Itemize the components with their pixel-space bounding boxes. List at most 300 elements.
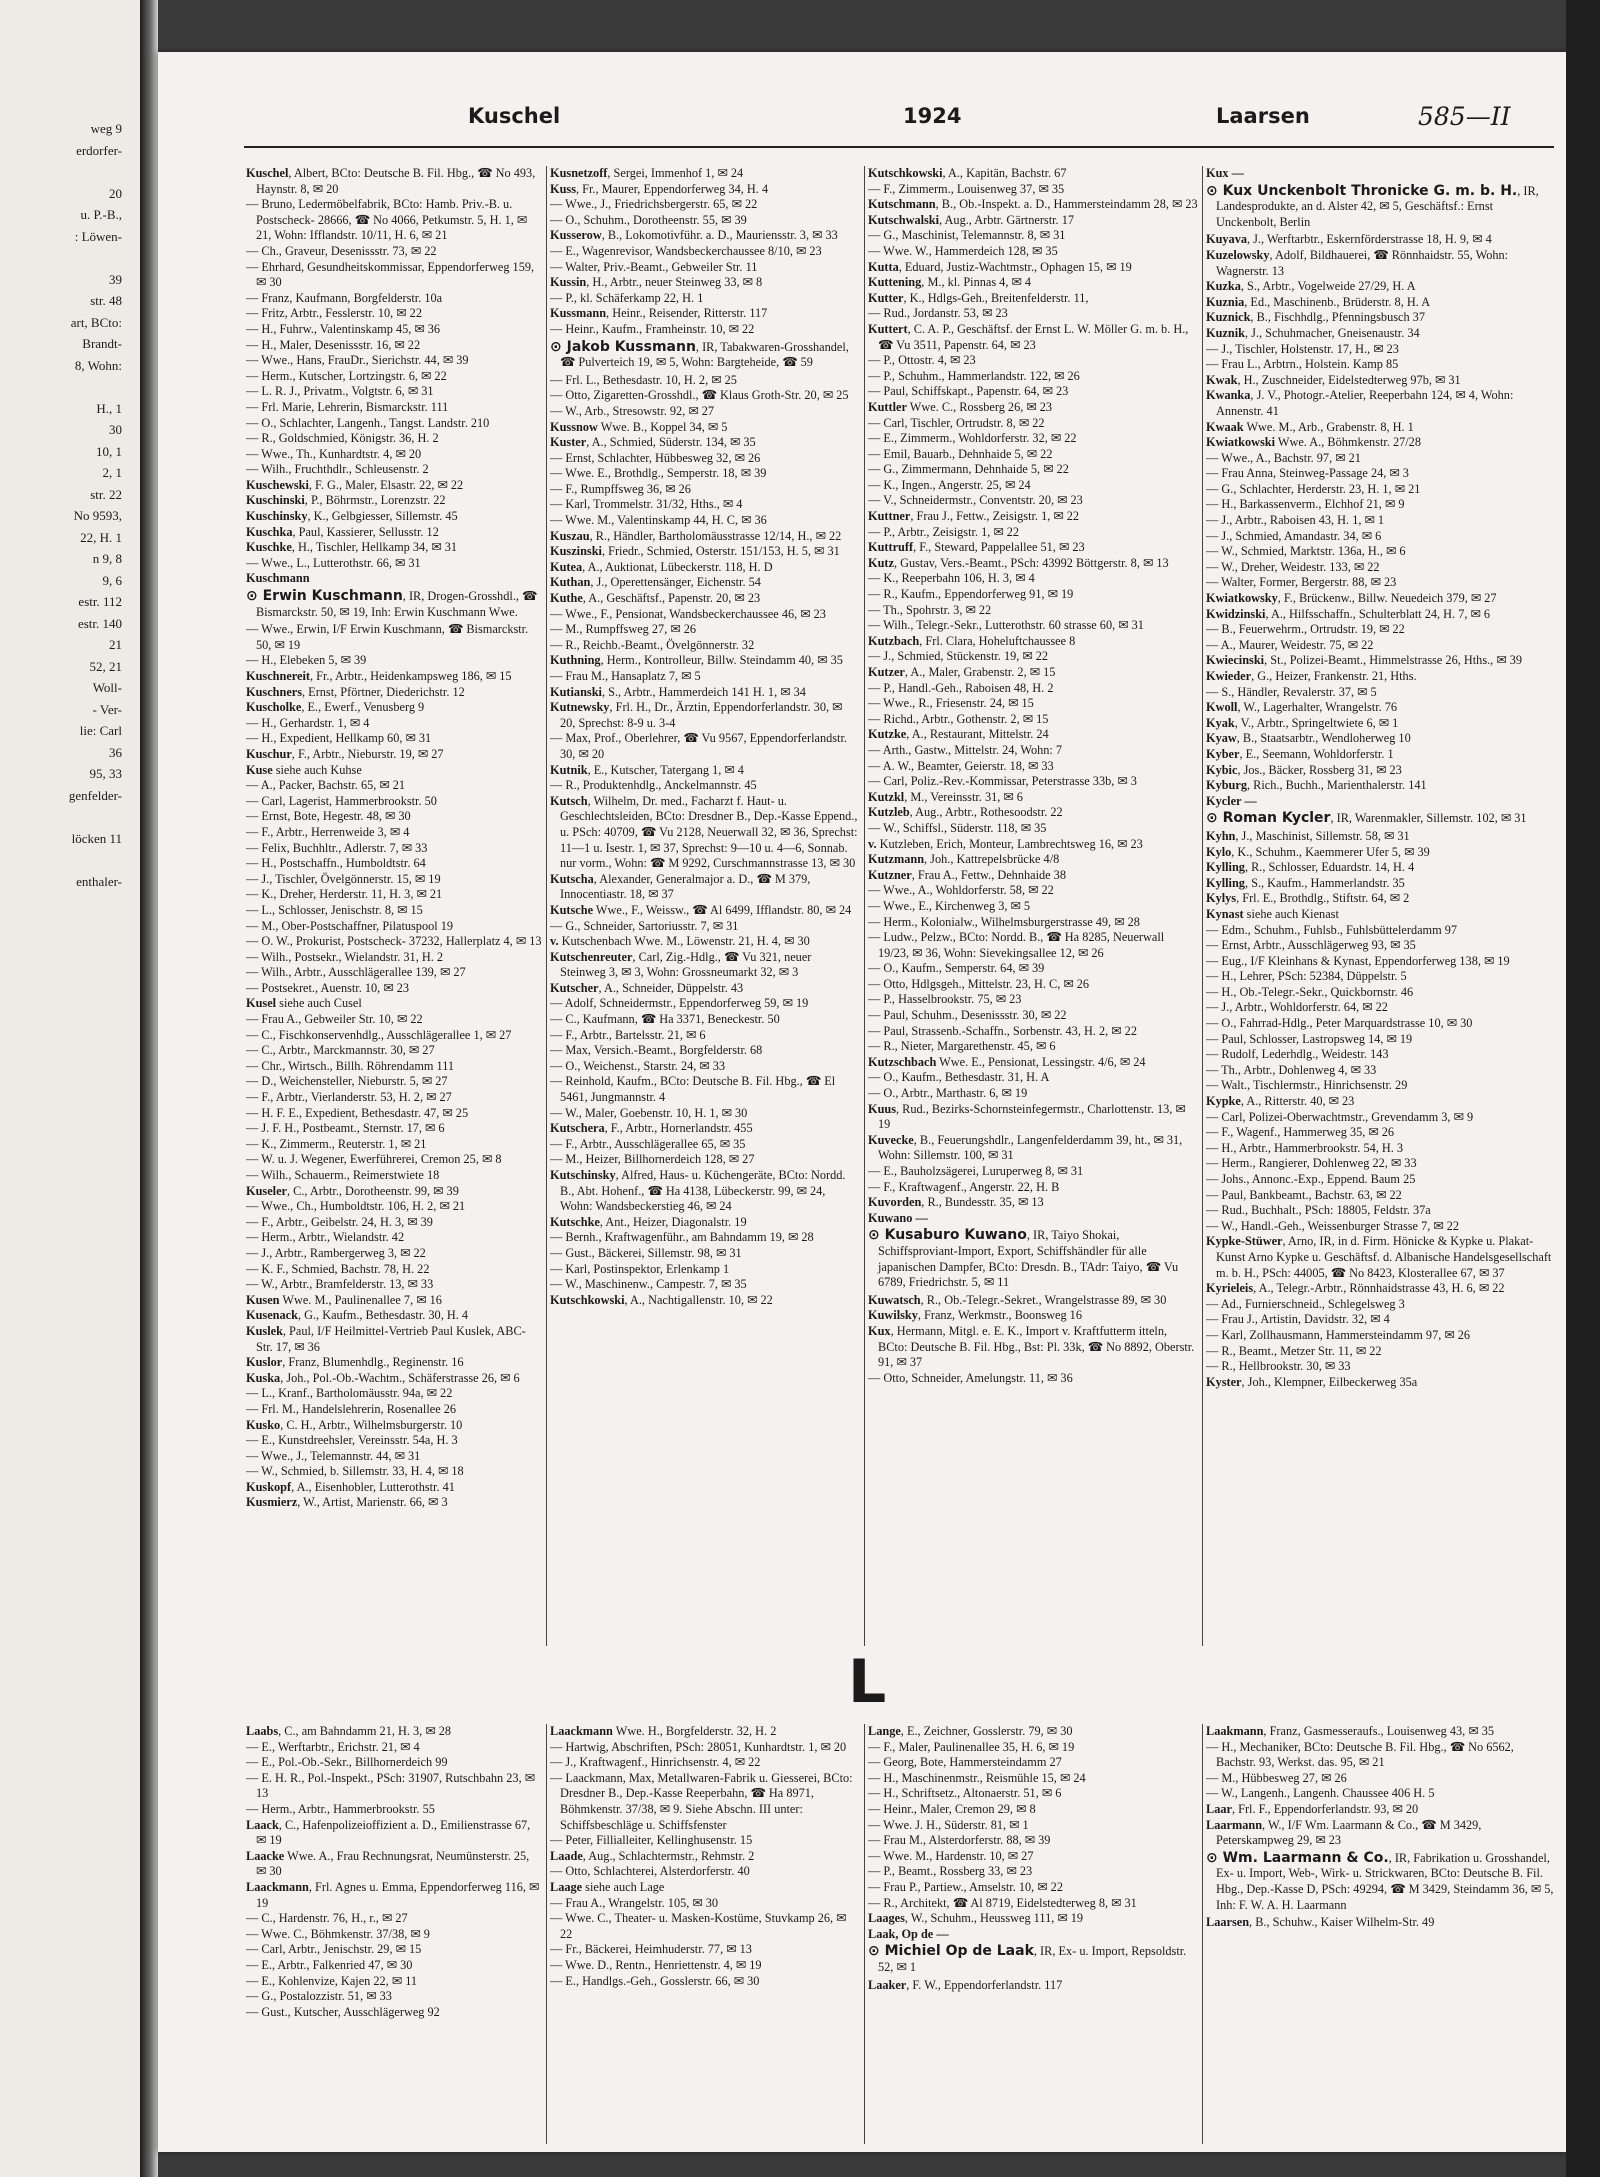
previous-page-line: 20: [109, 185, 122, 201]
directory-entry: — W. u. J. Wegener, Ewerführerei, Cremon 25, ✉ 8: [246, 1152, 502, 1167]
header-rule: [244, 146, 1554, 148]
directory-entry: — Chr., Wirtsch., Billh. Röhrendamm 111: [246, 1058, 455, 1073]
directory-entry: — Heinr., Maler, Cremon 29, ✉ 8: [868, 1801, 1036, 1816]
directory-entry: — Frau M., Alsterdorferstr. 88, ✉ 39: [868, 1833, 1051, 1848]
directory-entry: Kutianski, S., Arbtr., Hammerdeich 141 H. 1, ✉ 34: [550, 684, 806, 699]
directory-entry: — Wilh., Schauerm., Reimerstwiete 18: [246, 1168, 440, 1182]
advertised-entry: ⊙ Kux Unckenbolt Thronicke G. m. b. H., IR, Landesprodukte, an d. Alster 42, ✉ 5, Geschäftsf.: Ernst Unckenbolt, Berlin: [1206, 182, 1539, 229]
directory-entry: Laak, Op de —: [868, 1926, 949, 1941]
directory-entry: Kyak, V., Arbtr., Springeltwiete 6, ✉ 1: [1206, 715, 1399, 730]
directory-entry: — H., Elebeken 5, ✉ 39: [246, 653, 367, 668]
directory-entry: — R., Goldschmied, Königstr. 36, H. 2: [246, 431, 439, 446]
column-divider: [864, 1724, 865, 2144]
directory-entry: Kutzer, A., Maler, Grabenstr. 2, ✉ 15: [868, 665, 1056, 679]
directory-entry: Kutz, Gustav, Vers.-Beamt., PSch: 43992 Böttgerstr. 8, ✉ 13: [868, 555, 1169, 570]
directory-entry: — R., Beamt., Metzer Str. 11, ✉ 22: [1206, 1343, 1382, 1358]
directory-entry: — J. F. H., Postbeamt., Sternstr. 17, ✉ 6: [246, 1121, 445, 1136]
directory-entry: — F., Wagenf., Hammerweg 35, ✉ 26: [1206, 1125, 1395, 1140]
directory-entry: — C., Arbtr., Marckmannstr. 30, ✉ 27: [246, 1043, 435, 1058]
directory-entry: — Frau L., Arbtrn., Holstein. Kamp 85: [1206, 357, 1399, 372]
directory-entry: — Carl, Poliz.-Rev.-Kommissar, Peterstrasse 33b, ✉ 3: [868, 774, 1137, 789]
directory-entry: — Adolf, Schneidermstr., Eppendorferweg 59, ✉ 19: [550, 996, 809, 1011]
directory-entry: — H. F. E., Expedient, Bethesdastr. 47, ✉ 25: [246, 1105, 469, 1120]
directory-entry: — Otto, Schneider, Amelungstr. 11, ✉ 36: [868, 1370, 1073, 1385]
directory-entry: Kusserow, B., Lokomotivführ. a. D., Mauriensstr. 3, ✉ 33: [550, 228, 838, 243]
directory-entry: — W., Maler, Goebenstr. 10, H. 1, ✉ 30: [550, 1105, 748, 1120]
directory-entry: Kutzner, Frau A., Fettw., Dehnhaide 38: [868, 867, 1066, 882]
directory-entry: — E., Kunstdreehsler, Vereinsstr. 54a, H. 3: [246, 1433, 458, 1448]
directory-entry: Laack, C., Hafenpolizeioffizient a. D., Emilienstrasse 67, ✉ 19: [246, 1817, 531, 1848]
directory-entry: — Herm., Arbtr., Wielandstr. 42: [246, 1230, 405, 1245]
directory-entry: Kutzschbach Wwe. E., Pensionat, Lessingstr. 4/6, ✉ 24: [868, 1054, 1146, 1069]
directory-entry: — J., Kraftwagenf., Hinrichsenstr. 4, ✉ 22: [550, 1755, 761, 1770]
directory-entry: — Wwe., J., Telemannstr. 44, ✉ 31: [246, 1448, 421, 1463]
directory-entry: — W., Schiffsl., Süderstr. 118, ✉ 35: [868, 820, 1047, 835]
directory-entry: — W., Maschinenw., Campestr. 7, ✉ 35: [550, 1277, 747, 1292]
directory-entry: — Herm., Arbtr., Hammerbrookstr. 55: [246, 1801, 435, 1816]
directory-entry: — Wwe. E., Brothdlg., Semperstr. 18, ✉ 39: [550, 466, 767, 481]
directory-entry: Kutschkowski, A., Kapitän, Bachstr. 67: [868, 166, 1067, 180]
directory-entry: — F., Rumpffsweg 36, ✉ 26: [550, 481, 691, 496]
previous-page-line: lie: Carl: [79, 723, 122, 738]
directory-entry: Kyster, Joh., Klempner, Eilbeckerweg 35a: [1206, 1374, 1418, 1389]
directory-entry: — R., Nieter, Margarethenstr. 45, ✉ 6: [868, 1039, 1056, 1054]
previous-page-line: Woll-: [92, 680, 122, 695]
advertised-entry: ⊙ Jakob Kussmann, IR, Tabakwaren-Grosshandel, ☎ Pulverteich 19, ✉ 5, Wohn: Bargteheide, ☎ 59: [550, 338, 849, 370]
directory-entry: Kuschinsky, K., Gelbgiesser, Sillemstr. 45: [246, 509, 458, 524]
directory-entry: — F., Zimmerm., Louisenweg 37, ✉ 35: [868, 181, 1065, 196]
directory-entry: Kutzleb, Aug., Arbtr., Rothesoodstr. 22: [868, 805, 1063, 820]
directory-entry: — H., Barkassenverm., Elchhof 21, ✉ 9: [1206, 497, 1405, 512]
directory-entry: Kuschnereit, Fr., Arbtr., Heidenkampsweg 186, ✉ 15: [246, 669, 512, 683]
header-right-keyword: Laarsen: [1216, 104, 1310, 128]
directory-entry: — O. W., Prokurist, Postscheck- 37232, Hallerplatz 4, ✉ 13: [246, 934, 542, 949]
directory-entry: Kussmann, Heinr., Reisender, Ritterstr. 117: [550, 306, 768, 321]
directory-entry: Kuszau, R., Händler, Bartholomäusstrasse 12/14, H., ✉ 22: [550, 528, 842, 543]
column-8: [1206, 1724, 1556, 2144]
directory-entry: Kwieder, G., Heizer, Frankenstr. 21, Hths.: [1206, 669, 1417, 683]
directory-entry: — E., Pol.-Ob.-Sekr., Billhornerdeich 99: [246, 1755, 448, 1770]
directory-entry: — P., Hasselbrookstr. 75, ✉ 23: [868, 992, 1022, 1007]
directory-entry: — H., Fuhrw., Valentinskamp 45, ✉ 36: [246, 321, 441, 336]
directory-entry: — M., Ober-Postschaffner, Pilatuspool 19: [246, 918, 454, 933]
previous-page-line: löcken 11: [71, 830, 122, 846]
directory-entry: — H., Maschinenmstr., Reismühle 15, ✉ 24: [868, 1770, 1086, 1785]
directory-entry: — Frau J., Artistin, Davidstr. 32, ✉ 4: [1206, 1312, 1390, 1327]
directory-entry: Laarsen, B., Schuhw., Kaiser Wilhelm-Str. 49: [1206, 1915, 1435, 1930]
previous-page-line: 22, H. 1: [80, 529, 122, 545]
previous-page-line: u. P.-B.,: [80, 207, 122, 222]
previous-page-line: 10, 1: [96, 443, 122, 459]
directory-entry: Kwoll, W., Lagerhalter, Wrangelstr. 76: [1206, 700, 1398, 715]
directory-entry: — Fr., Bäckerei, Heimhuderstr. 77, ✉ 13: [550, 1942, 752, 1957]
directory-entry: — E., Handlgs.-Geh., Gosslerstr. 66, ✉ 30: [550, 1973, 760, 1988]
directory-entry: Kutzkl, M., Vereinsstr. 31, ✉ 6: [868, 789, 1023, 804]
directory-entry: Kuthan, J., Operettensänger, Eichenstr. 54: [550, 575, 761, 590]
directory-entry: Kutnik, E., Kutscher, Tatergang 1, ✉ 4: [550, 762, 744, 777]
directory-entry: — Heinr., Kaufm., Framheinstr. 10, ✉ 22: [550, 321, 755, 336]
directory-entry: Kusen Wwe. M., Paulinenallee 7, ✉ 16: [246, 1292, 442, 1307]
directory-entry: — C., Kaufmann, ☎ Ha 3371, Beneckestr. 50: [550, 1012, 780, 1027]
previous-page-line: estr. 112: [78, 594, 122, 609]
directory-entry: — Frau A., Gebweiler Str. 10, ✉ 22: [246, 1012, 423, 1027]
directory-entry: — Paul, Strassenb.-Schaffn., Sorbenstr. 43, H. 2, ✉ 22: [868, 1023, 1137, 1038]
directory-entry: Kwiatkowsky, F., Brückenw., Billw. Neuedeich 379, ✉ 27: [1206, 591, 1497, 606]
directory-entry: — R., Produktenhdlg., Anckelmannstr. 45: [550, 778, 757, 793]
directory-entry: Kyber, E., Seemann, Wohldorferstr. 1: [1206, 746, 1394, 761]
column-1: [246, 166, 542, 1646]
directory-entry: — Franz, Kaufmann, Borgfelderstr. 10a: [246, 290, 443, 305]
directory-entry: — G., Schlachter, Herderstr. 23, H. 1, ✉ 21: [1206, 481, 1421, 496]
directory-entry: Kuschel, Albert, BCto: Deutsche B. Fil. Hbg., ☎ No 493, Haynstr. 8, ✉ 20: [246, 166, 536, 196]
directory-entry: — E., Arbtr., Falkenried 47, ✉ 30: [246, 1957, 413, 1972]
directory-entry: Laackmann Wwe. H., Borgfelderstr. 32, H. 2: [550, 1724, 777, 1738]
directory-entry: — A. W., Beamter, Geierstr. 18, ✉ 33: [868, 758, 1054, 773]
previous-page-line: 52, 21: [89, 658, 122, 674]
directory-entry: Kybic, Jos., Bäcker, Rossberg 31, ✉ 23: [1206, 762, 1402, 777]
directory-entry: — P., Schuhm., Hammerlandstr. 122, ✉ 26: [868, 368, 1080, 383]
directory-entry: Kuskopf, A., Eisenhobler, Lutterothstr. 41: [246, 1479, 455, 1494]
previous-page-line: str. 22: [90, 486, 122, 502]
directory-entry: Laade, Aug., Schlachtermstr., Rehmstr. 2: [550, 1848, 755, 1863]
directory-entry: Kylo, K., Schuhm., Kaemmerer Ufer 5, ✉ 39: [1206, 844, 1430, 859]
directory-entry: — Wwe., Th., Kunhardtstr. 4, ✉ 20: [246, 446, 422, 461]
directory-entry: — G., Schneider, Sartoriusstr. 7, ✉ 31: [550, 918, 739, 933]
directory-entry: — E. H. R., Pol.-Inspekt., PSch: 31907, Rutschbahn 23, ✉ 13: [246, 1770, 536, 1801]
book-gutter: [140, 0, 158, 2177]
directory-entry: — Rudolf, Lederhdlg., Weidestr. 143: [1206, 1047, 1389, 1062]
directory-entry: — F., Arbtr., Bartelsstr. 21, ✉ 6: [550, 1027, 706, 1042]
directory-entry: — F., Kraftwagenf., Angerstr. 22, H. B: [868, 1179, 1060, 1194]
directory-entry: — G., Maschinist, Telemannstr. 8, ✉ 31: [868, 228, 1066, 243]
directory-entry: Kuslek, Paul, I/F Heilmittel-Vertrieb Paul Kuslek, ABC-Str. 17, ✉ 36: [246, 1323, 526, 1354]
directory-entry: — Otto, Schlachterei, Alsterdorferstr. 40: [550, 1864, 750, 1879]
directory-entry: Kwidzinski, A., Hilfsschaffn., Schulterblatt 24, H. 7, ✉ 6: [1206, 606, 1491, 621]
directory-entry: Kussin, H., Arbtr., neuer Steinweg 33, ✉ 8: [550, 275, 763, 290]
directory-entry: — Karl, Postinspektor, Erlenkamp 1: [550, 1261, 730, 1276]
directory-entry: — O., Kaufm., Semperstr. 64, ✉ 39: [868, 961, 1045, 976]
directory-entry: — O., Arbtr., Marthastr. 6, ✉ 19: [868, 1086, 1028, 1101]
previous-page-line: art, BCto:: [70, 314, 122, 330]
directory-entry: — K., Dreher, Herderstr. 11, H. 3, ✉ 21: [246, 887, 443, 902]
directory-entry: — Herm., Kutscher, Lortzingstr. 6, ✉ 22: [246, 368, 447, 383]
directory-entry: — Wwe., L., Lutterothstr. 66, ✉ 31: [246, 555, 421, 570]
directory-entry: — Wwe., F., Pensionat, Wandsbeckerchaussee 46, ✉ 23: [550, 606, 826, 621]
directory-entry: — Frl. M., Handelslehrerin, Rosenallee 26: [246, 1401, 457, 1416]
directory-entry: — S., Händler, Revalerstr. 37, ✉ 5: [1206, 684, 1377, 699]
directory-entry: — K., Reeperbahn 106, H. 3, ✉ 4: [868, 571, 1035, 586]
directory-entry: — R., Kaufm., Eppendorferweg 91, ✉ 19: [868, 587, 1074, 602]
directory-entry: — Max, Prof., Oberlehrer, ☎ Vu 9567, Eppendorferlandstr. 30, ✉ 20: [550, 731, 847, 761]
directory-entry: — Wwe. J. H., Süderstr. 81, ✉ 1: [868, 1817, 1029, 1832]
directory-entry: Kuvorden, R., Bundesstr. 35, ✉ 13: [868, 1195, 1044, 1210]
directory-entry: — Frau Anna, Steinweg-Passage 24, ✉ 3: [1206, 466, 1409, 481]
directory-entry: — C., Hardenstr. 76, H., r., ✉ 27: [246, 1911, 408, 1926]
directory-entry: — M., Heizer, Billhornerdeich 128, ✉ 27: [550, 1152, 755, 1167]
directory-entry: — A., Maurer, Weidestr. 75, ✉ 22: [1206, 637, 1374, 652]
directory-entry: — Johs., Annonc.-Exp., Eppend. Baum 25: [1206, 1172, 1416, 1186]
advertised-entry: ⊙ Michiel Op de Laak, IR, Ex- u. Import, Repsoldstr. 52, ✉ 1: [868, 1943, 1187, 1974]
directory-entry: — Gust., Kutscher, Ausschlägerweg 92: [246, 2004, 440, 2019]
column-6: [550, 1724, 860, 2144]
previous-page-line: [4, 376, 122, 398]
previous-page-line: 30: [109, 422, 122, 437]
previous-page-line: n 9, 8: [92, 551, 122, 566]
directory-entry: — H., Lehrer, PSch: 52384, Düppelstr. 5: [1206, 969, 1407, 984]
directory-entry: — P., Ottostr. 4, ✉ 23: [868, 353, 976, 368]
directory-entry: Kypke-Stüwer, Arno, IR, in d. Firm. Hönicke & Kypke u. Plakat-Kunst Arno Kypke u. Geschäftsf. d. Albanische Handelsgesellschaft m. b. H., PSch: 44005, ☎ No 8423, Klosterallee 67, ✉ 37: [1206, 1234, 1552, 1280]
section-letter: L: [848, 1647, 887, 1717]
directory-entry: Kuttner, Frau J., Fettw., Zeisigstr. 1, ✉ 22: [868, 509, 1080, 524]
directory-entry: — O., Kaufm., Bethesdastr. 31, H. A: [868, 1070, 1050, 1085]
directory-entry: — Frl. L., Bethesdastr. 10, H. 2, ✉ 25: [550, 372, 737, 387]
directory-entry: — Frau M., Hansaplatz 7, ✉ 5: [550, 669, 701, 683]
directory-entry: — Wwe., Hans, FrauDr., Sierichstr. 44, ✉ 39: [246, 353, 469, 368]
previous-page-line: : Löwen-: [74, 228, 122, 244]
directory-entry: Kylling, R., Schlosser, Eduardstr. 14, H. 4: [1206, 860, 1415, 875]
directory-entry: — E., Wagenrevisor, Wandsbeckerchaussee 8/10, ✉ 23: [550, 243, 822, 258]
directory-entry: Kutter, K., Hdlgs-Geh., Breitenfelderstr. 11,: [868, 290, 1089, 305]
directory-entry: Laarmann, W., I/F Wm. Laarmann & Co., ☎ M 3429, Peterskampweg 29, ✉ 23: [1206, 1817, 1482, 1848]
directory-entry: Kuschinski, P., Böhrmstr., Lorenzstr. 22: [246, 493, 446, 508]
directory-entry: Kyhn, J., Maschinist, Sillemstr. 58, ✉ 31: [1206, 828, 1410, 843]
directory-entry: — K., Ingen., Angerstr. 25, ✉ 24: [868, 477, 1031, 492]
directory-entry: Kuttler Wwe. C., Rossberg 26, ✉ 23: [868, 399, 1053, 414]
previous-page-line: [4, 849, 122, 871]
column-divider: [546, 166, 547, 1646]
directory-entry: — L. R. J., Privatm., Volgtstr. 6, ✉ 31: [246, 384, 434, 399]
directory-entry: Kuvecke, B., Feuerungshdlr., Langenfelderdamm 39, ht., ✉ 31, Wohn: Sillemstr. 100, ✉ 31: [868, 1132, 1183, 1163]
directory-entry: — Fritz, Arbtr., Fesslerstr. 10, ✉ 22: [246, 306, 422, 321]
directory-entry: — H., Mechaniker, BCto: Deutsche B. Fil. Hbg., ☎ No 6562, Bachstr. 93, Werkst. das. 95, ✉ 21: [1206, 1739, 1514, 1770]
directory-entry: — V., Schneidermstr., Conventstr. 20, ✉ 23: [868, 493, 1083, 508]
directory-entry: Kwiatkowski Wwe. A., Böhmkenstr. 27/28: [1206, 435, 1421, 450]
directory-entry: — Paul, Schlosser, Lastropsweg 14, ✉ 19: [1206, 1031, 1413, 1046]
directory-entry: — B., Feuerwehrm., Ortrudstr. 19, ✉ 22: [1206, 622, 1405, 637]
directory-entry: — K., Zimmerm., Reuterstr. 1, ✉ 21: [246, 1136, 427, 1151]
directory-entry: Kuschka, Paul, Kassierer, Sellusstr. 12: [246, 524, 439, 539]
directory-entry: Laacke Wwe. A., Frau Rechnungsrat, Neumünsterstr. 25, ✉ 30: [246, 1848, 530, 1879]
directory-entry: — Wwe. C., Böhmkenstr. 37/38, ✉ 9: [246, 1926, 430, 1941]
directory-entry: — J., Tischler, Holstenstr. 17, H., ✉ 23: [1206, 341, 1399, 356]
directory-entry: Kuttening, M., kl. Pinnas 4, ✉ 4: [868, 275, 1032, 290]
directory-entry: Kusmierz, W., Artist, Marienstr. 66, ✉ 3: [246, 1495, 448, 1510]
directory-entry: Kylling, S., Kaufm., Hammerlandstr. 35: [1206, 875, 1405, 890]
directory-entry: Kuttruff, F., Steward, Pappelallee 51, ✉ 23: [868, 540, 1085, 555]
previous-page-line: 2, 1: [102, 465, 122, 480]
directory-entry: — Paul, Bankbeamt., Bachstr. 63, ✉ 22: [1206, 1187, 1402, 1202]
directory-entry: Kutea, A., Auktionat, Lübeckerstr. 118, H. D: [550, 559, 773, 574]
previous-page-line: genfelder-: [68, 787, 122, 803]
directory-entry: — M., Rumpffsweg 27, ✉ 26: [550, 622, 697, 637]
directory-page: [158, 52, 1566, 2152]
previous-page-line: 9, 6: [102, 572, 122, 588]
directory-entry: Laar, Frl. F., Eppendorferlandstr. 93, ✉ 20: [1206, 1801, 1419, 1816]
directory-entry: Kutzbach, Frl. Clara, Hoheluftchaussee 8: [868, 633, 1076, 648]
directory-entry: — W., Schmied, b. Sillemstr. 33, H. 4, ✉ 18: [246, 1464, 464, 1479]
directory-entry: — R., Reichb.-Beamt., Övelgönnerstr. 32: [550, 637, 755, 652]
previous-page-line: 21: [109, 637, 122, 652]
directory-entry: — Th., Arbtr., Dohlenweg 4, ✉ 33: [1206, 1062, 1377, 1077]
directory-entry: — H., Expedient, Hellkamp 60, ✉ 31: [246, 731, 432, 746]
directory-entry: — J., Arbtr., Wohldorferstr. 64, ✉ 22: [1206, 1000, 1388, 1015]
directory-entry: — Frau A., Wrangelstr. 105, ✉ 30: [550, 1895, 719, 1910]
page-number: 585—II: [1418, 102, 1511, 131]
directory-entry: Kuss, Fr., Maurer, Eppendorferweg 34, H. 4: [550, 181, 769, 196]
directory-entry: — Richd., Arbtr., Gothenstr. 2, ✉ 15: [868, 711, 1049, 726]
directory-entry: — H., Maler, Desenissstr. 16, ✉ 22: [246, 337, 421, 352]
directory-entry: Laage siehe auch Lage: [550, 1879, 665, 1894]
previous-page-line: - Ver-: [92, 701, 122, 717]
header-left-keyword: Kuschel: [468, 104, 561, 128]
directory-entry: — D., Weichensteller, Nieburstr. 5, ✉ 27: [246, 1074, 448, 1089]
directory-entry: Kuzelowsky, Adolf, Bildhauerei, ☎ Rönnhaidstr. 55, Wohn: Wagnerstr. 13: [1206, 247, 1509, 278]
directory-entry: Kuwilsky, Franz, Werkmstr., Boonsweg 16: [868, 1308, 1082, 1323]
directory-entry: — E., Bauholzsägerei, Luruperweg 8, ✉ 31: [868, 1164, 1084, 1178]
directory-entry: — Ernst, Bote, Hegestr. 48, ✉ 30: [246, 809, 411, 824]
directory-entry: — P., Beamt., Rossberg 33, ✉ 23: [868, 1864, 1033, 1879]
directory-entry: — Postsekret., Auenstr. 10, ✉ 23: [246, 980, 409, 995]
directory-entry: Kuwatsch, R., Ob.-Telegr.-Sekret., Wrangelstrasse 89, ✉ 30: [868, 1292, 1167, 1307]
directory-entry: Kuthning, Herm., Kontrolleur, Billw. Steindamm 40, ✉ 35: [550, 653, 843, 668]
directory-entry: Kuschmann: [246, 571, 310, 586]
directory-entry: — Walt., Tischlermstr., Hinrichsenstr. 29: [1206, 1078, 1408, 1093]
directory-entry: — O., Schlachter, Langenh., Tangst. Landstr. 210: [246, 415, 490, 430]
directory-entry: Kwaak Wwe. M., Arb., Grabenstr. 8, H. 1: [1206, 419, 1414, 434]
directory-entry: — P., Handl.-Geh., Raboisen 48, H. 2: [868, 680, 1054, 695]
column-2: [550, 166, 860, 1646]
directory-entry: Laabs, C., am Bahndamm 21, H. 3, ✉ 28: [246, 1724, 452, 1738]
directory-entry: — Wwe. W., Hammerdeich 128, ✉ 35: [868, 243, 1058, 258]
directory-entry: — Walter, Former, Bergerstr. 88, ✉ 23: [1206, 575, 1397, 590]
directory-entry: — J., Arbtr., Raboisen 43, H. 1, ✉ 1: [1206, 513, 1385, 528]
directory-entry: Kuska, Joh., Pol.-Ob.-Wachtm., Schäferstrasse 26, ✉ 6: [246, 1370, 520, 1385]
directory-entry: — W., Arbtr., Bramfelderstr. 13, ✉ 33: [246, 1277, 434, 1292]
directory-entry: — Ernst, Schlachter, Hübbesweg 32, ✉ 26: [550, 450, 761, 465]
column-4: [1206, 166, 1556, 1646]
directory-entry: Kutschmann, B., Ob.-Inspekt. a. D., Hammersteindamm 28, ✉ 23: [868, 197, 1198, 212]
directory-entry: — Herm., Kolonialw., Wilhelmsburgerstrasse 49, ✉ 28: [868, 914, 1140, 929]
directory-entry: Kylys, Frl. E., Brothdlg., Stiftstr. 64, ✉ 2: [1206, 891, 1410, 906]
directory-entry: — J., Schmied, Amandastr. 34, ✉ 6: [1206, 528, 1382, 543]
directory-entry: Kutschkowski, A., Nachtigallenstr. 10, ✉ 22: [550, 1292, 773, 1307]
advertised-entry: ⊙ Kusaburo Kuwano, IR, Taiyo Shokai, Schiffsproviant-Import, Export, Schiffshändler für alle japanischen Dampfer, BCto: Dresdn. B., TAdr: Taiyo, ☎ Vu 6789, Friedrichstr. 5, ✉ 11: [868, 1227, 1179, 1290]
directory-entry: Kuszinski, Friedr., Schmied, Osterstr. 151/153, H. 5, ✉ 31: [550, 544, 840, 559]
directory-entry: Kuseler, C., Arbtr., Dorotheenstr. 99, ✉ 39: [246, 1183, 459, 1198]
page-header: [238, 102, 1558, 142]
directory-entry: Kux —: [1206, 166, 1244, 180]
directory-entry: — C., Fischkonservenhdlg., Ausschlägerallee 1, ✉ 27: [246, 1027, 512, 1042]
directory-entry: Kusel siehe auch Cusel: [246, 996, 362, 1011]
directory-entry: — W., Dreher, Weidestr. 133, ✉ 22: [1206, 559, 1380, 574]
directory-entry: Kynast siehe auch Kienast: [1206, 906, 1339, 921]
directory-entry: — H., Postschaffn., Humboldtstr. 64: [246, 856, 426, 871]
directory-entry: — W., Schmied, Marktstr. 136a, H., ✉ 6: [1206, 544, 1406, 559]
directory-entry: Kutschwalski, Aug., Arbtr. Gärtnerstr. 17: [868, 212, 1074, 227]
directory-entry: Kwiecinski, St., Polizei-Beamt., Himmelstrasse 26, Hths., ✉ 39: [1206, 653, 1523, 668]
directory-entry: — F., Arbtr., Ausschlägerallee 65, ✉ 35: [550, 1136, 746, 1151]
previous-page-line: str. 48: [90, 293, 122, 308]
directory-entry: Kutzke, A., Restaurant, Mittelstr. 24: [868, 727, 1049, 742]
directory-entry: Kuscholke, E., Ewerf., Venusberg 9: [246, 700, 425, 715]
directory-entry: Kuzka, S., Arbtr., Vogelweide 27/29, H. A: [1206, 279, 1416, 294]
directory-entry: v. Kutzleben, Erich, Monteur, Lambrechtsweg 16, ✉ 23: [868, 836, 1143, 851]
directory-entry: — Laackmann, Max, Metallwaren-Fabrik u. Giesserei, BCto: Dresdner B., Dep.-Kasse Reeperbahn, ☎ Ha 8971, Böhmkenstr. 37/38, ✉ 9. Siehe Abschn. III unter: Schiffsbeschläge u. Schiffsfenster: [550, 1770, 853, 1832]
directory-entry: — A., Packer, Bachstr. 65, ✉ 21: [246, 778, 406, 793]
directory-entry: — Karl, Trommelstr. 31/32, Hths., ✉ 4: [550, 497, 743, 512]
directory-entry: Kuus, Rud., Bezirks-Schornsteinfegermstr., Charlottenstr. 13, ✉ 19: [868, 1101, 1186, 1132]
directory-entry: — H., Schriftsetz., Altonaerstr. 51, ✉ 6: [868, 1786, 1062, 1801]
directory-entry: Kuwano —: [868, 1210, 928, 1225]
directory-entry: — Eug., I/F Kleinhans & Kynast, Eppendorferweg 138, ✉ 19: [1206, 953, 1510, 968]
previous-page-line: enthaler-: [76, 873, 122, 889]
directory-entry: — Wwe. M., Hardenstr. 10, ✉ 27: [868, 1848, 1034, 1863]
directory-entry: Kusenack, G., Kaufm., Bethesdastr. 30, H. 4: [246, 1308, 469, 1323]
directory-entry: — Reinhold, Kaufm., BCto: Deutsche B. Fil. Hbg., ☎ El 5461, Jungmannstr. 4: [550, 1074, 836, 1105]
directory-entry: — P., kl. Schäferkamp 22, H. 1: [550, 290, 704, 305]
directory-entry: Kuschewski, F. G., Maler, Elsastr. 22, ✉ 22: [246, 477, 464, 492]
previous-page-line: erdorfer-: [76, 142, 122, 158]
directory-entry: — Wwe. C., Theater- u. Masken-Kostüme, Stuvkamp 26, ✉ 22: [550, 1911, 847, 1941]
previous-page-line: [4, 161, 122, 183]
directory-entry: — Otto, Hdlgsgeh., Mittelstr. 23, H. C, ✉ 26: [868, 976, 1090, 991]
directory-entry: — Wwe., J., Friedrichsbergerstr. 65, ✉ 22: [550, 197, 758, 212]
directory-entry: — F., Maler, Paulinenallee 35, H. 6, ✉ 19: [868, 1739, 1075, 1754]
column-divider: [546, 1724, 547, 2144]
directory-entry: Kussnow Wwe. B., Koppel 34, ✉ 5: [550, 419, 728, 434]
directory-entry: — Ernst, Arbtr., Ausschlägerweg 93, ✉ 35: [1206, 938, 1416, 953]
directory-entry: — Arth., Gastw., Mittelstr. 24, Wohn: 7: [868, 742, 1063, 757]
directory-entry: Kuttert, C. A. P., Geschäftsf. der Ernst L. W. Möller G. m. b. H., ☎ Vu 3511, Papenstr. 64, ✉ 23: [868, 321, 1189, 352]
directory-entry: Laages, W., Schuhm., Heussweg 111, ✉ 19: [868, 1911, 1084, 1926]
advertised-entry: ⊙ Erwin Kuschmann, IR, Drogen-Grosshdl., ☎ Bismarckstr. 50, ✉ 19, Inh: Erwin Kuschmann Wwe.: [246, 588, 538, 619]
directory-entry: — Wwe., R., Friesenstr. 24, ✉ 15: [868, 696, 1034, 711]
column-divider: [1202, 166, 1203, 1646]
directory-entry: — Felix, Buchhltr., Adlerstr. 7, ✉ 33: [246, 840, 428, 855]
directory-entry: v. Kutschenbach Wwe. M., Löwenstr. 21, H. 4, ✉ 30: [550, 934, 810, 949]
directory-entry: Lange, E., Zeichner, Gosslerstr. 79, ✉ 30: [868, 1724, 1073, 1738]
directory-entry: — Ch., Graveur, Desenissstr. 73, ✉ 22: [246, 243, 437, 258]
column-5: [246, 1724, 542, 2144]
advertised-entry: ⊙ Wm. Laarmann & Co., IR, Fabrikation u. Grosshandel, Ex- u. Import, Web-, Wirk- u. Strickwaren, BCto: Deutsche B. Fil. Hbg., Dep.-Kasse D, PSch: 49294, ☎ M 3429, Steindamm 36, ✉ 5, Inh: F. W. A. H. Laarmann: [1206, 1849, 1554, 1912]
directory-entry: Kuznick, B., Fischhdlg., Pfenningsbusch 37: [1206, 310, 1425, 325]
directory-entry: Kyburg, Rich., Buchh., Marienthalerstr. 141: [1206, 778, 1427, 793]
column-divider: [1202, 1724, 1203, 2144]
directory-entry: Kutscha, Alexander, Generalmajor a. D., ☎ M 379, Innocentiastr. 18, ✉ 37: [550, 871, 811, 902]
directory-entry: Kutta, Eduard, Justiz-Wachtmstr., Ophagen 15, ✉ 19: [868, 259, 1132, 274]
directory-entry: — Hartwig, Abschriften, PSch: 28051, Kunhardtstr. 1, ✉ 20: [550, 1739, 847, 1754]
advertised-entry: ⊙ Roman Kycler, IR, Warenmakler, Sillemstr. 102, ✉ 31: [1206, 810, 1527, 827]
directory-entry: — R., Architekt, ☎ Al 8719, Eidelstedterweg 8, ✉ 31: [868, 1895, 1137, 1910]
directory-entry: Kuse siehe auch Kuhse: [246, 762, 362, 777]
scanner-edge: [1566, 0, 1600, 2177]
directory-entry: — Th., Spohrstr. 3, ✉ 22: [868, 602, 992, 617]
previous-page-line: 36: [109, 744, 122, 760]
directory-entry: — Gust., Bäckerei, Sillemstr. 98, ✉ 31: [550, 1245, 742, 1260]
directory-entry: — E., Zimmerm., Wohldorferstr. 32, ✉ 22: [868, 431, 1077, 446]
directory-entry: Kutschera, F., Arbtr., Hornerlandstr. 455: [550, 1121, 753, 1136]
directory-entry: Kuyava, J., Werftarbtr., Eskernförderstrasse 18, H. 9, ✉ 4: [1206, 232, 1492, 247]
directory-entry: — W., Arb., Stresowstr. 92, ✉ 27: [550, 403, 715, 418]
previous-page-line: weg 9: [90, 121, 122, 136]
previous-page-line: 8, Wohn:: [74, 357, 122, 373]
directory-entry: — Wwe. M., Valentinskamp 44, H. C, ✉ 36: [550, 513, 767, 528]
directory-entry: — K. F., Schmied, Bachstr. 78, H. 22: [246, 1261, 430, 1276]
directory-entry: — L., Kranf., Bartholomäusstr. 94a, ✉ 22: [246, 1386, 453, 1401]
previous-page-edge: [0, 0, 142, 2177]
directory-entry: Kuster, A., Schmied, Süderstr. 134, ✉ 35: [550, 435, 756, 450]
previous-page-line: 39: [109, 271, 122, 287]
